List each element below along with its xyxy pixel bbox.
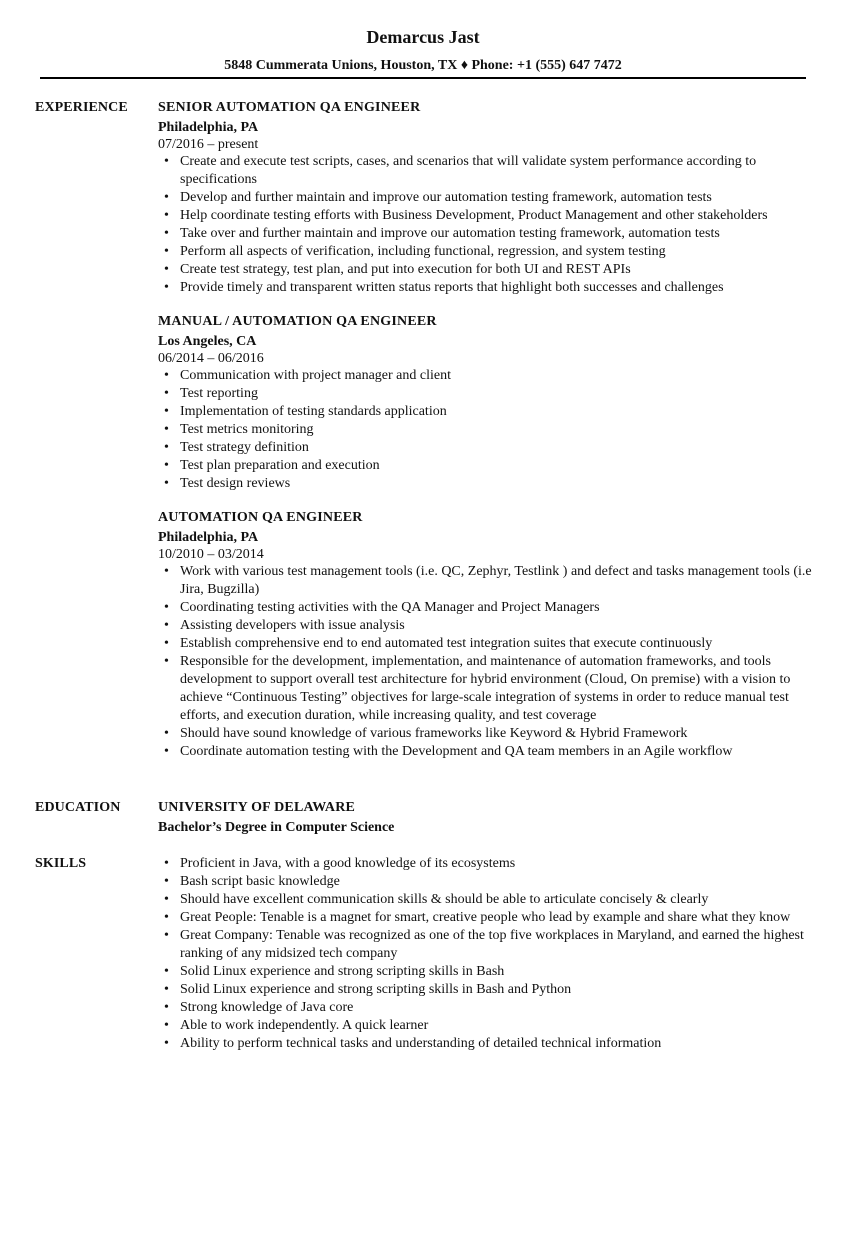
job-location: Los Angeles, CA — [158, 334, 257, 349]
duty-text: Should have sound knowledge of various frameworks like Keyword & Hybrid Framework — [180, 726, 688, 741]
job-duties — [158, 367, 818, 493]
bullet-icon: • — [164, 892, 169, 907]
skill-text: Bash script basic knowledge — [180, 874, 340, 889]
duty-text: Test design reviews — [180, 476, 291, 491]
duty-text: Assisting developers with issue analysis — [180, 618, 405, 633]
list-item — [158, 385, 818, 403]
list-item — [158, 743, 818, 761]
skill-text: Strong knowledge of Java core — [180, 1000, 354, 1015]
list-item — [158, 909, 818, 927]
duty-text: Test metrics monitoring — [180, 422, 314, 437]
list-item — [158, 153, 818, 189]
list-item — [158, 855, 818, 873]
bullet-icon: • — [164, 226, 169, 241]
bullet-icon: • — [164, 458, 169, 473]
bullet-icon: • — [164, 856, 169, 871]
duty-text: Communication with project manager and client — [180, 368, 451, 383]
duty-text: Test reporting — [180, 386, 258, 401]
bullet-icon: • — [164, 910, 169, 925]
degree: Bachelor’s Degree in Computer Science — [158, 820, 395, 835]
bullet-icon: • — [164, 422, 169, 437]
list-item — [158, 261, 818, 279]
resume-header — [40, 26, 806, 75]
bullet-icon: • — [164, 726, 169, 741]
list-item — [158, 457, 818, 475]
duty-text: Perform all aspects of verification, including functional, regression, and system testing — [180, 244, 666, 259]
school-name: UNIVERSITY OF DELAWARE — [158, 800, 356, 815]
job-title: SENIOR AUTOMATION QA ENGINEER — [158, 100, 421, 115]
bullet-icon: • — [164, 262, 169, 277]
bullet-icon: • — [164, 368, 169, 383]
list-item — [158, 981, 818, 999]
bullet-icon: • — [164, 1000, 169, 1015]
contact-line: 5848 Cummerata Unions, Houston, TX ♦ Phone: +1 (555) 647 7472 — [224, 58, 622, 73]
list-item — [158, 279, 818, 297]
list-item — [158, 475, 818, 493]
bullet-icon: • — [164, 476, 169, 491]
duty-text: Coordinate automation testing with the Development and QA team members in an Agile workflow — [180, 744, 733, 759]
list-item — [158, 1035, 818, 1053]
list-item — [158, 225, 818, 243]
bullet-icon: • — [164, 280, 169, 295]
experience-body — [158, 99, 818, 777]
skill-text: Able to work independently. A quick learner — [180, 1018, 429, 1033]
bullet-icon: • — [164, 636, 169, 651]
duty-text: Provide timely and transparent written status reports that highlight both successes and challenges — [180, 280, 724, 295]
duty-text: Create test strategy, test plan, and put into execution for both UI and REST APIs — [180, 262, 631, 277]
list-item — [158, 927, 818, 963]
bullet-icon: • — [164, 386, 169, 401]
bullet-icon: • — [164, 874, 169, 889]
list-item — [158, 891, 818, 909]
skill-text: Ability to perform technical tasks and understanding of detailed technical information — [180, 1036, 662, 1051]
duty-text: Create and execute test scripts, cases, and scenarios that will validate system performance according to specifications — [180, 154, 757, 187]
bullet-icon: • — [164, 440, 169, 455]
list-item — [158, 207, 818, 225]
list-item — [158, 421, 818, 439]
bullet-icon: • — [164, 618, 169, 633]
section-label-experience: EXPERIENCE — [35, 100, 128, 115]
duty-text: Test plan preparation and execution — [180, 458, 380, 473]
bullet-icon: • — [164, 564, 169, 579]
list-item — [158, 599, 818, 617]
duty-text: Develop and further maintain and improve our automation testing framework, automation tests — [180, 190, 712, 205]
duty-text: Establish comprehensive end to end automated test integration suites that execute continuously — [180, 636, 713, 651]
list-item — [158, 189, 818, 207]
bullet-icon: • — [164, 600, 169, 615]
bullet-icon: • — [164, 208, 169, 223]
duty-text: Test strategy definition — [180, 440, 309, 455]
skill-text: Solid Linux experience and strong scripting skills in Bash — [180, 964, 505, 979]
header-divider — [40, 77, 806, 79]
list-item — [158, 873, 818, 891]
duty-text: Coordinating testing activities with the QA Manager and Project Managers — [180, 600, 600, 615]
list-item — [158, 403, 818, 421]
job-dates: 06/2014 – 06/2016 — [158, 351, 264, 366]
list-item — [158, 963, 818, 981]
duty-text: Work with various test management tools (i.e. QC, Zephyr, Testlink ) and defect and tasks management tools (i.e Jira, Bugzilla) — [180, 564, 812, 597]
bullet-icon: • — [164, 928, 169, 943]
bullet-icon: • — [164, 1018, 169, 1033]
job-title: MANUAL / AUTOMATION QA ENGINEER — [158, 314, 437, 329]
duty-text: Help coordinate testing efforts with Business Development, Product Management and other stakeholders — [180, 208, 768, 223]
job-location: Philadelphia, PA — [158, 120, 259, 135]
job-entry — [158, 509, 818, 761]
duty-text: Take over and further maintain and improve our automation testing framework, automation tests — [180, 226, 720, 241]
education-body — [158, 799, 818, 837]
bullet-icon: • — [164, 964, 169, 979]
job-location: Philadelphia, PA — [158, 530, 259, 545]
list-item — [158, 635, 818, 653]
job-dates: 07/2016 – present — [158, 137, 259, 152]
skill-text: Solid Linux experience and strong scripting skills in Bash and Python — [180, 982, 572, 997]
duty-text: Responsible for the development, implementation, and maintenance of automation frameworks, and tools development to support overall test architecture for hybrid environment (Cloud, On premise) with a vision to achieve “Continuous Testing” objectives for large-scale integration of systems in order to reduce manual test efforts, and execution duration, while increasing quality, and test coverage — [180, 654, 791, 723]
bullet-icon: • — [164, 190, 169, 205]
skill-text: Great Company: Tenable was recognized as one of the top five workplaces in Maryland, and earned the highest ranking of any midsized tech company — [180, 928, 804, 961]
list-item — [158, 563, 818, 599]
bullet-icon: • — [164, 744, 169, 759]
bullet-icon: • — [164, 154, 169, 169]
bullet-icon: • — [164, 1036, 169, 1051]
job-title: AUTOMATION QA ENGINEER — [158, 510, 363, 525]
skills-list — [158, 855, 818, 1053]
skill-text: Should have excellent communication skills & should be able to articulate concisely & clearly — [180, 892, 709, 907]
list-item — [158, 1017, 818, 1035]
job-duties — [158, 153, 818, 297]
job-entry — [158, 313, 818, 493]
job-duties — [158, 563, 818, 761]
section-label-education: EDUCATION — [35, 800, 121, 815]
bullet-icon: • — [164, 404, 169, 419]
job-dates: 10/2010 – 03/2014 — [158, 547, 264, 562]
bullet-icon: • — [164, 982, 169, 997]
skill-text: Proficient in Java, with a good knowledge of its ecosystems — [180, 856, 516, 871]
list-item — [158, 617, 818, 635]
skills-body — [158, 855, 818, 1053]
job-entry — [158, 99, 818, 297]
candidate-name: Demarcus Jast — [366, 27, 480, 47]
list-item — [158, 243, 818, 261]
list-item — [158, 439, 818, 457]
list-item — [158, 367, 818, 385]
list-item — [158, 999, 818, 1017]
list-item — [158, 653, 818, 725]
bullet-icon: • — [164, 654, 169, 669]
duty-text: Implementation of testing standards application — [180, 404, 447, 419]
skill-text: Great People: Tenable is a magnet for smart, creative people who lead by example and share what they know — [180, 910, 791, 925]
bullet-icon: • — [164, 244, 169, 259]
section-label-skills: SKILLS — [35, 856, 87, 871]
list-item — [158, 725, 818, 743]
